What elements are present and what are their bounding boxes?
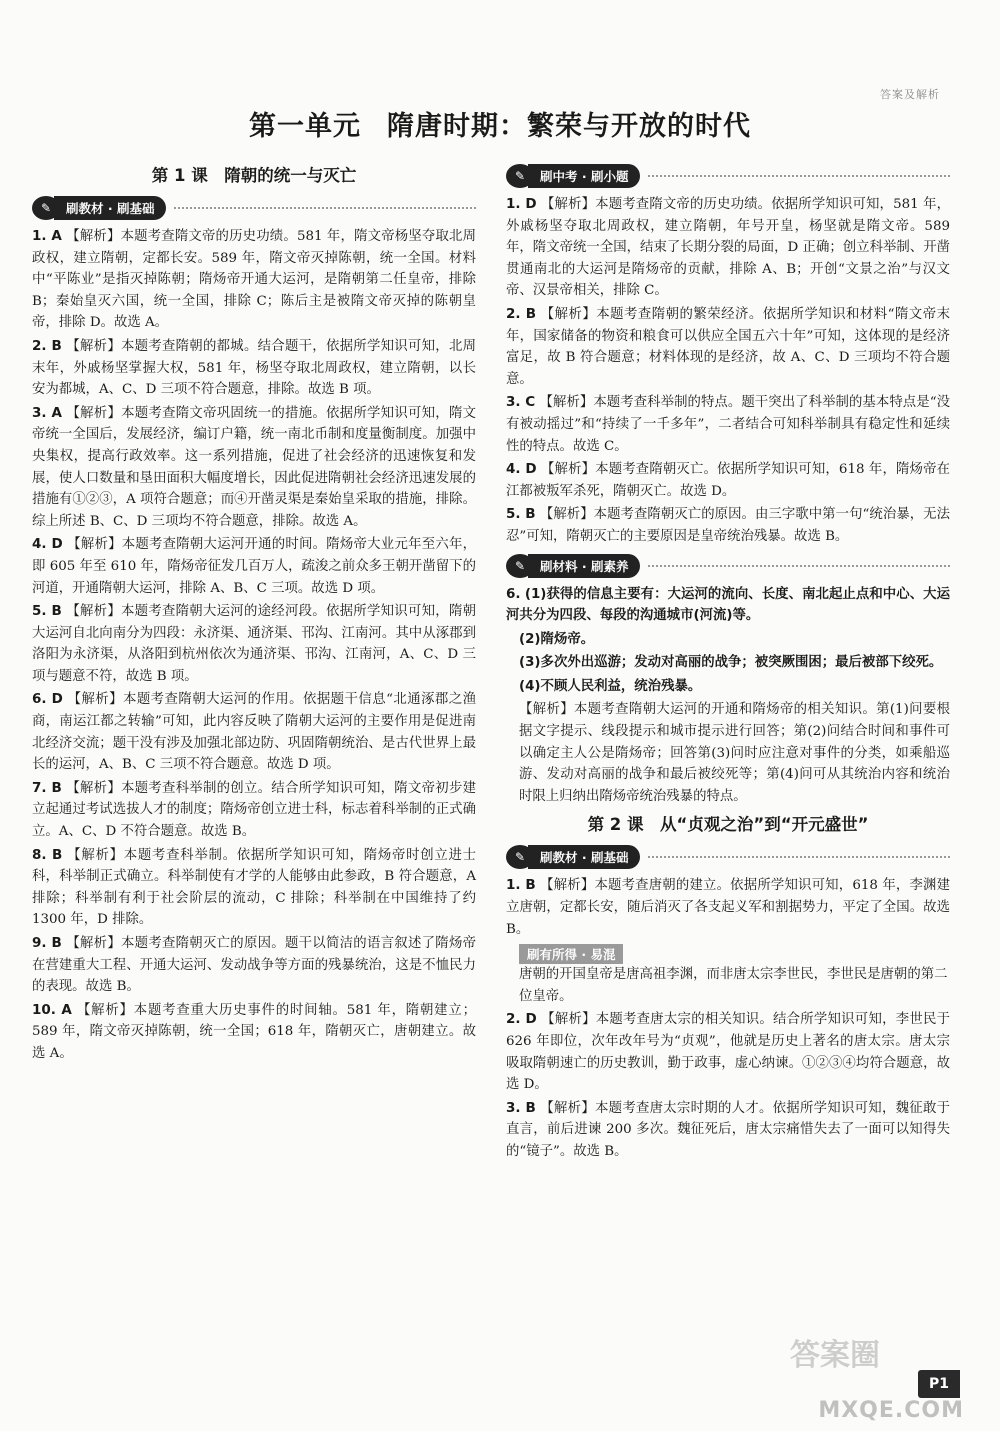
answer-item [506,459,950,502]
lesson-1-title: 第 1 课 隋朝的统一与灭亡 [151,166,357,185]
brush-icon: ✎ [506,845,534,869]
answer-list-left [32,226,476,1065]
section-label: 刷教材 · 刷基础 [54,196,166,220]
tip-label: 刷有所得 · 易混 [519,944,623,964]
answer-text: 【解析】本题考查科举制。依据所学知识可知，隋炀帝时创立进士科，科举制正式确立。科举制使有才学的人能够由此参政，B 符合题意，A 排除；科举制有利于社会阶层的流动，C 排除；科举制在中国维持了约 1300 年，D 排除。 [32,847,477,928]
left-column [32,158,476,1067]
question-number: 7. B [32,779,62,796]
right-column [506,158,950,1165]
answer-text: 【解析】本题考查隋朝灭亡。依据所学知识可知，618 年，隋炀帝在江都被叛军杀死，隋朝灭亡。故选 D。 [506,462,950,499]
page-number: P1 [918,1370,960,1398]
watermark-logo: 答案圈 [790,1338,880,1373]
question-number: 4. D [506,461,537,478]
question-number: 2. D [506,1011,537,1028]
brush-icon: ✎ [506,164,534,188]
answer-text: 【解析】本题考查唐太宗的相关知识。结合所学知识可知，李世民于 626 年即位，次年改年号为“贞观”，他就是历史上著名的唐太宗。唐太宗吸取隋朝速亡的历史教训，勤于政事，虚心纳谏。①②③④均符合题意，故选 D。 [506,1012,951,1093]
question-number: 5. B [506,506,536,523]
q6-answer-3: (3)多次外出巡游；发动对高丽的战争；被突厥围困；最后被部下绞死。 [519,655,943,671]
question-number: 3. B [506,1099,536,1116]
answer-item [32,933,476,998]
section-header-material [506,554,950,578]
answer-list-lesson2 [506,875,950,940]
answer-list-exam [506,194,950,548]
answer-text: 【解析】本题考查隋文帝的历史功绩。依据所学知识可知，581 年，外戚杨坚夺取北周政权，建立隋朝，年号开皇，杨坚就是隋文帝。589 年，隋文帝统一全国，结束了长期分裂的局面，D 正确；创立科举制、开凿贯通南北的大运河是隋炀帝的贡献，排除 A、B；开创“文景之治”与汉文帝、汉景帝相关，排除 C。 [506,197,950,299]
q6-answer-2: (2)隋炀帝。 [519,631,595,647]
answer-item [506,304,950,390]
answer-item [32,1000,476,1065]
answer-text: 【解析】本题考查科举制的特点。题干突出了科举制的基本特点是“没有被动摇过”和“持续了一千多年”，二者结合可知科举制具有稳定性和延续性的特点。故选 C。 [506,395,950,454]
q6-analysis: 【解析】本题考查隋朝大运河的开通和隋炀帝的相关知识。第(1)问要根据文字提示、线段提示和城市提示进行回答；第(2)问结合时间和事件可以确定主人公是隋炀帝；回答第(3)问时应注意对事件的分类，如乘船巡游、发动对高丽的战争和最后被绞死等；第(4)问可从其统治内容和统治时限上归纳出隋炀帝统治残暴的特点。 [519,702,950,804]
q6-answer-1: (1)获得的信息主要有：大运河的流向、长度、南北起止点和中心、大运河共分为四段、每段的沟通城市(河流)等。 [506,586,950,624]
section-header-exam [506,164,950,188]
unit-title [0,104,1000,143]
question-number: 5. B [32,603,62,620]
question-number: 1. B [506,877,536,894]
answer-item [506,875,950,940]
unit-number: 第一单元 [249,111,361,142]
answer-item [506,1009,950,1095]
answer-item [32,689,476,775]
answer-item [32,403,476,533]
question-number: 2. B [32,337,62,354]
section-label: 刷材料 · 刷素养 [528,554,640,578]
dotted-divider [648,856,950,858]
question-number: 1. A [32,228,62,244]
answer-item [32,845,476,931]
dotted-divider [648,565,950,567]
question-number: 10. A [32,1001,72,1018]
section-header-textbook-2 [506,845,950,869]
dotted-divider [174,207,476,209]
question-number: 3. A [32,404,62,421]
question-number: 6. D [32,691,63,708]
answer-text: 【解析】本题考查隋朝大运河的途经河段。依据所学知识可知，隋朝大运河自北向南分为四段：永济渠、通济渠、邗沟、江南河。其中从涿郡到洛阳为永济渠，从洛阳到杭州依次为通济渠、邗沟、江南河，A、C、D 三项与题意不符，故选 B 项。 [32,604,476,684]
brush-icon: ✎ [506,554,534,578]
section-label: 刷中考 · 刷小题 [528,164,640,188]
lesson-2-title: 第 2 课 从“贞观之治”到“开元盛世” [587,815,869,835]
question-number: 2. B [506,305,536,322]
answer-text: 【解析】本题考查隋朝灭亡的原因。由三字歌中第一句“统治暴，无法忍”可知，隋朝灭亡的主要原因是皇帝统治残暴。故选 B。 [506,507,951,544]
tip-text: 唐朝的开国皇帝是唐高祖李渊，而非唐太宗李世民，李世民是唐朝的第二位皇帝。 [519,967,948,1004]
answer-item [506,194,950,302]
answer-text: 【解析】本题考查唐太宗时期的人才。依据所学知识可知，魏征敢于直言，前后进谏 200 多次。魏征死后，唐太宗痛惜失去了一面可以知得失的“镜子”。故选 B。 [506,1100,950,1159]
answer-item [32,336,476,401]
answer-text: 【解析】本题考查隋朝灭亡的原因。题干以简洁的语言叙述了隋炀帝在营建重大工程、开通大运河、发动战争等方面的残暴统治，这是不恤民力的表现。故选 B。 [32,936,476,995]
dotted-divider [648,175,950,177]
answer-text: 【解析】本题考查科举制的创立。结合所学知识可知，隋文帝初步建立起通过考试选拔人才的制度；隋炀帝创立进士科，标志着科举制的正式确立。A、C、D 不符合题意。故选 B。 [32,780,476,840]
question-number: 8. B [32,846,63,863]
answer-item [506,392,950,457]
watermark-url: MXQE.COM [818,1398,964,1423]
question-number: 6. [506,585,521,602]
answer-text: 【解析】本题考查隋朝大运河开通的时间。隋炀帝大业元年至六年，即 605 年至 610 年，隋炀帝征发几百万人，疏浚之前众多王朝开凿留下的河道，开通隋朝大运河，排除 A、B、C 三项。故选 D 项。 [32,537,477,596]
question-number: 3. C [506,394,536,411]
question-number: 9. B [32,935,62,951]
question-number: 4. D [32,536,63,553]
section-header-textbook [32,196,476,220]
question-number: 1. D [506,196,537,212]
answer-text: 【解析】本题考查隋文帝巩固统一的措施。依据所学知识可知，隋文帝统一全国后，发展经济，编订户籍，统一南北币制和度量衡制度。加强中央集权，提高行政效率。这一系列措施，促进了社会经济的迅速恢复和发展，使人口数量和垦田面积大幅度增长，因此促进隋朝社会经济迅速发展的措施有①②③，A 项符合题意；而④开凿灵渠是秦始皇采取的措施，排除。综上所述 B、C、D 三项均不符合题意，排除。故选 A。 [32,405,477,529]
answer-text: 【解析】本题考查隋朝的都城。结合题干，依据所学知识可知，北周末年，外戚杨坚掌握大权，581 年，杨坚夺取北周政权，建立隋朝，以长安为都城，A、C、D 三项不符合题意，排除。故选 B 项。 [32,338,476,398]
corner-header-text: 答案及解析 [880,88,940,101]
answer-item [32,601,476,687]
answer-text: 【解析】本题考查重大历史事件的时间轴。581 年，隋朝建立；589 年，隋文帝灭掉陈朝，统一全国；618 年，隋朝灭亡，唐朝建立。故选 A。 [32,1002,476,1061]
question-6 [506,584,950,627]
answer-text: 【解析】本题考查唐朝的建立。依据所学知识可知，618 年，李渊建立唐朝，定都长安，随后消灭了各支起义军和割据势力，平定了全国。故选 B。 [506,878,950,937]
answer-list-lesson2-cont [506,1009,950,1162]
answer-item [506,504,950,547]
answer-item [32,226,476,334]
unit-subtitle: 隋唐时期：繁荣与开放的时代 [387,111,751,142]
answer-item [32,534,476,599]
brush-icon: ✎ [32,196,60,220]
answer-text: 【解析】本题考查隋朝大运河的作用。依据题干信息“北通涿郡之渔商，南运江都之转输”可知，此内容反映了隋朝大运河的主要作用是促进南北经济交流；题干没有涉及加强北部边防、巩固隋朝统治、是古代世界上最长的运河，A、B、C 三项不符合题意。故选 D 项。 [32,692,476,773]
section-label: 刷教材 · 刷基础 [528,845,640,869]
answer-text: 【解析】本题考查隋朝的繁荣经济。依据所学知识和材料“隋文帝末年，国家储备的物资和粮食可以供应全国五六十年”可知，这体现的是经济富足，故 B 符合题意；材料体现的是经济，故 A、C、D 三项均不符合题意。 [506,306,950,387]
answer-item [506,1098,950,1163]
answer-item [32,778,476,843]
answer-text: 【解析】本题考查隋文帝的历史功绩。581 年，隋文帝杨坚夺取北周政权，建立隋朝，定都长安。589 年，隋文帝灭掉陈朝，统一全国。材料中“平陈业”是指灭掉陈朝；隋炀帝开通大运河，是隋朝第二任皇帝，排除 B；秦始皇灭六国，统一全国，排除 C；陈后主是被隋文帝灭掉的陈朝皇帝，排除 D。故选 A。 [32,229,476,331]
q6-answer-4: (4)不顾人民利益，统治残暴。 [519,678,702,694]
